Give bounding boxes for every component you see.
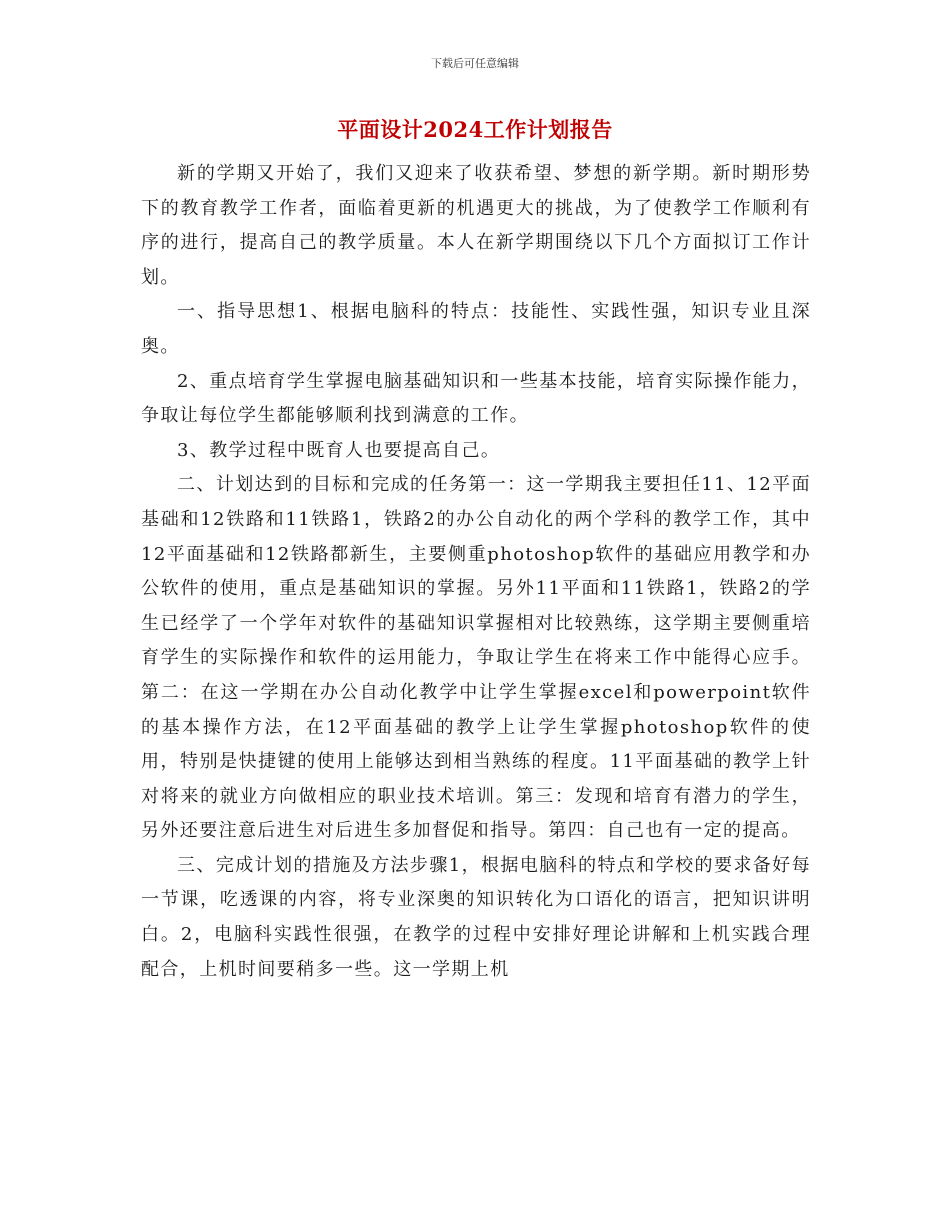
paragraph-point-3: 3、教学过程中既育人也要提高自己。 — [177, 439, 501, 461]
header-note: 下载后可任意编辑 — [431, 57, 519, 70]
paragraph-measures: 三、完成计划的措施及方法步骤1，根据电脑科的特点和学校的要求备好每一节课，吃透课的内容，将专业深奥的知识转化为口语化的语言，把知识讲明白。2，电脑科实践性很强，在教学的过程中安排好理论讲解和上机实践合理配合，上机时间要稍多一些。这一学期上机 — [141, 854, 811, 980]
paragraph-point-2: 2、重点培育学生掌握电脑基础知识和一些基本技能，培育实际操作能力，争取让每位学生都能够顺利找到满意的工作。 — [141, 370, 811, 427]
paragraph-goals: 二、计划达到的目标和完成的任务第一：这一学期我主要担任11、12平面基础和12铁路和11铁路1，铁路2的办公自动化的两个学科的教学工作，其中12平面基础和12铁路都新生，主要侧重photoshop软件的基础应用教学和办公软件的使用，重点是基础知识的掌握。另外11平面和11铁路1，铁路2的学生已经学了一个学年对软件的基础知识掌握相对比较熟练，这学期主要侧重培育学生的实际操作和软件的运用能力，争取让学生在将来工作中能得心应手。第二：在这一学期在办公自动化教学中让学生掌握excel和powerpoint软件的基本操作方法，在12平面基础的教学上让学生掌握photoshop软件的使用，特别是快捷键的使用上能够达到相当熟练的程度。11平面基础的教学上针对将来的就业方向做相应的职业技术培训。第三：发现和培育有潜力的学生，另外还要注意后进生对后进生多加督促和指导。第四：自己也有一定的提高。 — [141, 474, 811, 842]
document-title: 平面设计2024工作计划报告 — [337, 117, 613, 142]
paragraph-intro: 新的学期又开始了，我们又迎来了收获希望、梦想的新学期。新时期形势下的教育教学工作者，面临着更新的机遇更大的挑战，为了使教学工作顺利有序的进行，提高自己的教学质量。本人在新学期围绕以下几个方面拟订工作计划。 — [141, 163, 811, 288]
document-body — [141, 157, 811, 987]
paragraph-guiding-thought: 一、指导思想1、根据电脑科的特点：技能性、实践性强，知识专业且深奥。 — [141, 301, 811, 357]
